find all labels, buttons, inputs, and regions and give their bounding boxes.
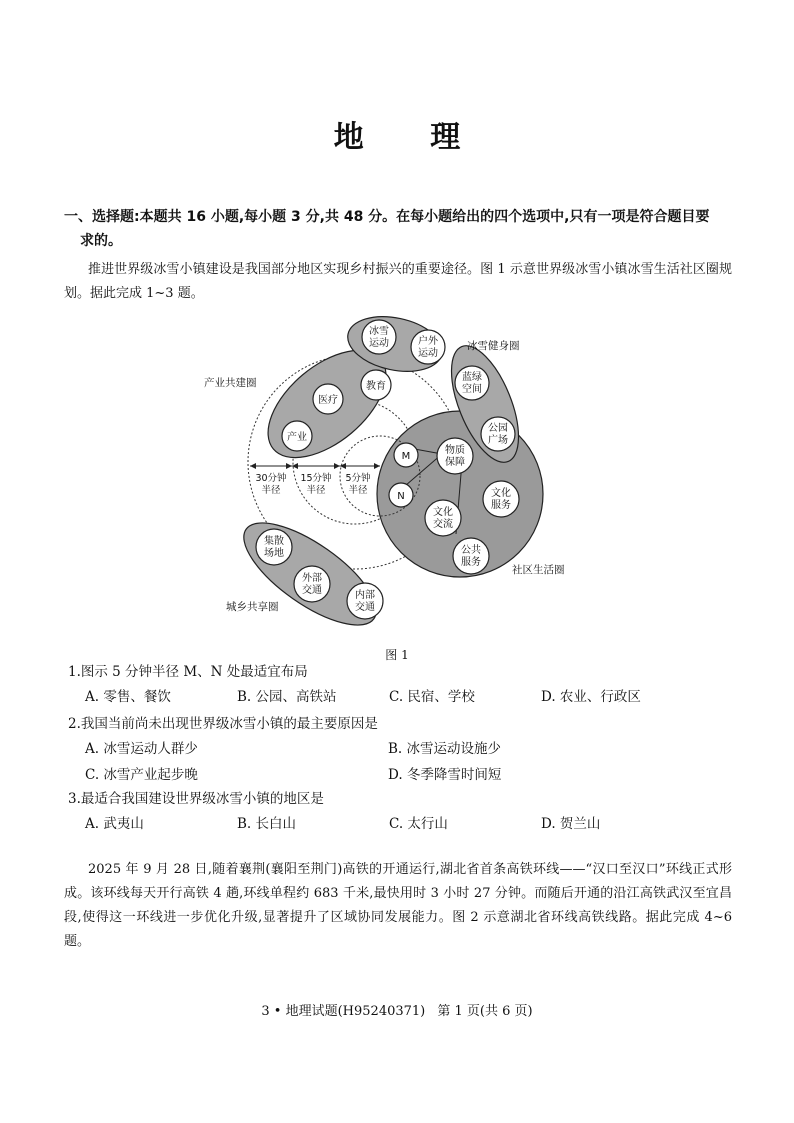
label-urban-rural: 城乡共享圈 [226,601,279,613]
label-community: 社区生活圈 [512,564,565,576]
option-b: B. 冰雪运动设施少 [388,741,502,757]
section-heading-line2: 求的。 [80,233,122,249]
svg-text:文化: 文化 [491,488,511,499]
node-external-traffic [294,566,330,602]
svg-text:广场: 广场 [488,435,508,446]
svg-text:公共: 公共 [461,545,481,556]
option-b: B. 公园、高铁站 [237,689,337,705]
node-culture-service [483,481,519,517]
node-material [437,438,473,474]
option-d: D. 农业、行政区 [541,689,641,705]
exam-code: 3 • 地理试题(H95240371) [261,1004,426,1019]
svg-text:场地: 场地 [264,548,284,559]
node-culture-exchange [425,500,461,536]
svg-text:N: N [397,491,405,502]
svg-text:集散: 集散 [264,536,284,547]
option-c: C. 民宿、学校 [389,689,475,705]
svg-text:空间: 空间 [462,384,482,395]
option-d: D. 冬季降雪时间短 [388,767,502,783]
option-d: D. 贺兰山 [541,816,601,832]
svg-text:产业: 产业 [287,432,307,443]
svg-text:5分钟: 5分钟 [345,473,371,484]
svg-text:交流: 交流 [433,519,453,530]
question-3 [68,787,693,837]
option-c: C. 太行山 [389,816,448,832]
question-stem: 1.图示 5 分钟半径 M、N 处最适宜布局 [68,664,308,680]
section-heading-line1: 一、选择题:本题共 16 小题,每小题 3 分,共 48 分。在每小题给出的四个选项中,只有一项是符合题目要 [64,209,710,225]
node-public-service [453,538,489,574]
svg-text:半径: 半径 [306,485,326,496]
option-a: A. 冰雪运动人群少 [85,741,198,757]
section-heading [64,205,732,253]
page-footer [0,1000,794,1019]
option-a: A. 零售、餐饮 [85,689,171,705]
svg-text:外部: 外部 [302,573,322,584]
option-c: C. 冰雪产业起步晚 [85,767,198,783]
question-stem: 3.最适合我国建设世界级冰雪小镇的地区是 [68,791,324,807]
node-distribution [256,529,292,565]
question-2 [68,712,794,788]
figure-1 [190,304,600,644]
label-snow-fitness: 冰雪健身圈 [467,340,520,352]
svg-text:30分钟: 30分钟 [255,473,287,484]
svg-text:蓝绿: 蓝绿 [462,372,482,383]
question-stem: 2.我国当前尚未出现世界级冰雪小镇的最主要原因是 [68,716,378,732]
svg-text:医疗: 医疗 [318,395,338,406]
svg-text:交通: 交通 [302,585,322,596]
option-b: B. 长白山 [237,816,297,832]
svg-text:交通: 交通 [355,602,375,613]
svg-text:服务: 服务 [461,557,481,568]
option-a: A. 武夷山 [85,816,144,832]
svg-text:文化: 文化 [433,507,453,518]
svg-text:15分钟: 15分钟 [300,473,332,484]
svg-text:半径: 半径 [261,485,281,496]
label-industry-zone: 产业共建圈 [204,377,257,389]
svg-text:保障: 保障 [445,457,465,468]
svg-text:物质: 物质 [445,445,465,456]
figure-1-caption: 图 1 [385,648,409,662]
svg-text:户外: 户外 [418,336,438,347]
intro-paragraph-2: 2025 年 9 月 28 日,随着襄荆(襄阳至荆门)高铁的开通运行,湖北省首条高铁环线——“汉口至汉口”环线正式形成。该环线每天开行高铁 4 趟,环线单程约 683 千米,最快用时 3 小时 27 分钟。而随后开通的沿江高铁武汉至宜昌段,使得这一环线进一步优化升级,显著提升了区域协同发展能力。图 2 示意湖北省环线高铁线路。据此完成 4~6 题。 [64,862,732,949]
question-1 [68,660,693,710]
svg-text:公园: 公园 [488,423,508,434]
svg-text:M: M [401,451,411,462]
node-internal-traffic [347,583,383,619]
intro-paragraph-1: 推进世界级冰雪小镇建设是我国部分地区实现乡村振兴的重要途径。图 1 示意世界级冰雪小镇冰雪生活社区圈规划。据此完成 1~3 题。 [64,262,732,301]
svg-text:冰雪: 冰雪 [369,326,389,337]
page-title: 地 理 [333,120,489,155]
page-number: 第 1 页(共 6 页) [437,1004,533,1019]
svg-text:服务: 服务 [491,500,511,511]
svg-text:教育: 教育 [366,381,386,392]
svg-text:运动: 运动 [369,338,389,349]
svg-text:内部: 内部 [355,590,375,601]
svg-text:运动: 运动 [418,348,438,359]
svg-text:半径: 半径 [348,485,368,496]
